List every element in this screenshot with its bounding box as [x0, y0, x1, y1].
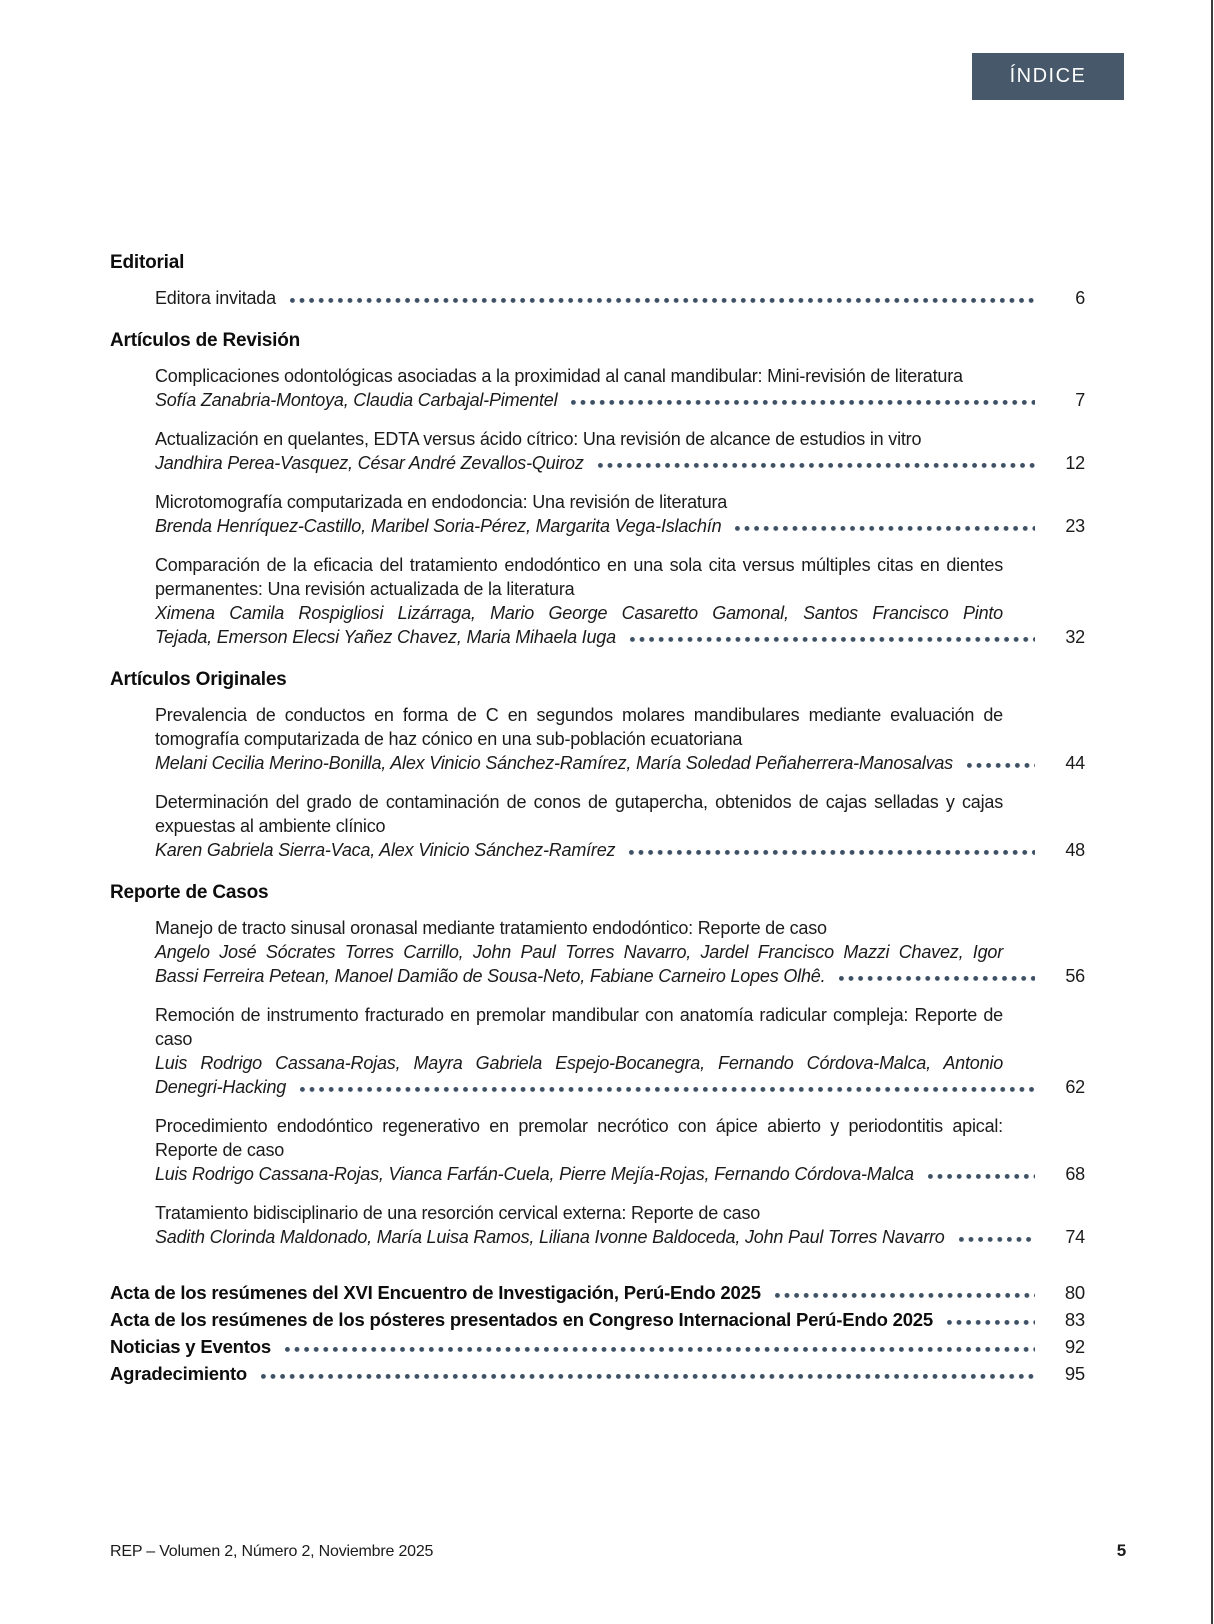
bottom-row-page: 95 — [1064, 1363, 1085, 1384]
entry-leader-text: Tejada, Emerson Elecsi Yañez Chavez, Maria Mihaela Iuga — [155, 627, 616, 647]
indice-badge — [972, 53, 1124, 100]
bottom-rows — [110, 1279, 1085, 1387]
entry-leader-row — [155, 1225, 1085, 1249]
toc-entry — [155, 1201, 1085, 1249]
entry-page-number: 56 — [1065, 966, 1085, 986]
dot-leader — [959, 1237, 1035, 1242]
dot-leader — [261, 1374, 1035, 1379]
toc-section — [110, 250, 1085, 310]
entry-authors-pre: Angelo José Sócrates Torres Carrillo, John Paul Torres Navarro, Jardel Francisco Mazzi Chavez, Igor — [155, 942, 1003, 962]
bottom-row-label: Agradecimiento — [110, 1363, 248, 1384]
bottom-row-page: 80 — [1064, 1282, 1085, 1303]
bottom-row — [110, 1333, 1085, 1360]
entry-page-number: 7 — [1075, 390, 1085, 410]
entry-title: Tratamiento bidisciplinario de una resorción cervical externa: Reporte de caso — [155, 1203, 761, 1223]
entry-title: Remoción de instrumento fracturado en premolar mandibular con anatomía radicular compleja: Reporte de caso — [155, 1005, 1003, 1049]
toc-entry — [155, 364, 1085, 412]
entry-title: Prevalencia de conductos en forma de C en segundos molares mandibulares mediante evaluación de tomografía computarizada de haz cónico en una sub-población ecuatoriana — [155, 705, 1003, 749]
entry-title: Determinación del grado de contaminación de conos de gutapercha, obtenidos de cajas selladas y cajas expuestas al ambiente clínico — [155, 792, 1003, 836]
bottom-row-page: 92 — [1064, 1336, 1085, 1357]
section-heading: Artículos Originales — [110, 669, 287, 690]
dot-leader — [928, 1174, 1035, 1179]
toc-entry — [155, 490, 1085, 538]
entry-title: Complicaciones odontológicas asociadas a la proximidad al canal mandibular: Mini-revisión de literatura — [155, 366, 963, 386]
entry-title: Manejo de tracto sinusal oronasal mediante tratamiento endodóntico: Reporte de caso — [155, 918, 827, 938]
entry-page-number: 23 — [1065, 516, 1085, 536]
entry-leader-row — [155, 964, 1085, 988]
toc-entry — [155, 286, 1085, 310]
toc-entry — [155, 553, 1085, 649]
section-heading: Artículos de Revisión — [110, 330, 301, 351]
dot-leader — [775, 1293, 1035, 1298]
section-heading: Editorial — [110, 252, 185, 273]
entry-leader-row — [155, 286, 1085, 310]
footer — [110, 1541, 1126, 1561]
entry-leader-row — [155, 451, 1085, 475]
entry-authors-pre: Luis Rodrigo Cassana-Rojas, Mayra Gabriela Espejo-Bocanegra, Fernando Córdova-Malca, Antonio — [155, 1053, 1003, 1073]
entry-page-number: 44 — [1065, 753, 1085, 773]
dot-leader — [300, 1087, 1035, 1092]
entry-leader-row — [155, 625, 1085, 649]
dot-leader — [967, 763, 1035, 768]
bottom-row-label: Acta de los resúmenes de los pósteres presentados en Congreso Internacional Perú-Endo 2025 — [110, 1309, 933, 1330]
dot-leader — [285, 1347, 1035, 1352]
entry-leader-text: Luis Rodrigo Cassana-Rojas, Vianca Farfán-Cuela, Pierre Mejía-Rojas, Fernando Córdova-Malca — [155, 1164, 914, 1184]
bottom-row — [110, 1279, 1085, 1306]
entry-leader-text: Denegri-Hacking — [155, 1077, 287, 1097]
indice-badge-label: ÍNDICE — [1009, 65, 1087, 87]
entry-leader-text: Jandhira Perea-Vasquez, César André Zevallos-Quiroz — [155, 453, 584, 473]
section-entries — [110, 916, 1085, 1249]
entry-leader-row — [155, 1162, 1085, 1186]
bottom-row-label: Noticias y Eventos — [110, 1336, 271, 1357]
entry-leader-text: Editora invitada — [155, 288, 276, 308]
entry-leader-text: Sofía Zanabria-Montoya, Claudia Carbajal-Pimentel — [155, 390, 558, 410]
entry-leader-text: Karen Gabriela Sierra-Vaca, Alex Vinicio Sánchez-Ramírez — [155, 840, 616, 860]
toc-entry — [155, 427, 1085, 475]
entry-leader-row — [155, 751, 1085, 775]
dot-leader — [290, 298, 1035, 303]
dot-leader — [629, 850, 1035, 855]
toc-entry — [155, 1003, 1085, 1099]
dot-leader — [598, 463, 1035, 468]
toc-section — [110, 880, 1085, 1249]
toc-section — [110, 667, 1085, 862]
entry-leader-text: Melani Cecilia Merino-Bonilla, Alex Vinicio Sánchez-Ramírez, María Soledad Peñaherrera-Manosalvas — [155, 753, 953, 773]
entry-page-number: 68 — [1065, 1164, 1085, 1184]
footer-edition-info: REP – Volumen 2, Número 2, Noviembre 2025 — [110, 1543, 434, 1560]
entry-leader-row — [155, 514, 1085, 538]
toc-entry — [155, 1114, 1085, 1186]
footer-page-number: 5 — [1116, 1541, 1126, 1560]
entry-title: Microtomografía computarizada en endodoncia: Una revisión de literatura — [155, 492, 728, 512]
entry-title: Actualización en quelantes, EDTA versus ácido cítrico: Una revisión de alcance de estudios in vitro — [155, 429, 922, 449]
entry-leader-text: Brenda Henríquez-Castillo, Maribel Soria-Pérez, Margarita Vega-Islachín — [155, 516, 722, 536]
entry-page-number: 6 — [1075, 288, 1085, 308]
dot-leader — [947, 1320, 1035, 1325]
entry-title: Procedimiento endodóntico regenerativo en premolar necrótico con ápice abierto y periodontitis apical: Reporte de caso — [155, 1116, 1003, 1160]
section-entries — [110, 364, 1085, 649]
bottom-row — [110, 1360, 1085, 1387]
dot-leader — [630, 637, 1035, 642]
entry-leader-row — [155, 838, 1085, 862]
entry-leader-row — [155, 1075, 1085, 1099]
bottom-row-label: Acta de los resúmenes del XVI Encuentro de Investigación, Perú-Endo 2025 — [110, 1282, 761, 1303]
entry-leader-row — [155, 388, 1085, 412]
toc-section — [110, 328, 1085, 649]
entry-authors-pre: Ximena Camila Rospigliosi Lizárraga, Mario George Casaretto Gamonal, Santos Francisco Pinto — [155, 603, 1003, 623]
entry-page-number: 12 — [1065, 453, 1085, 473]
dot-leader — [839, 976, 1035, 981]
section-entries — [110, 286, 1085, 310]
bottom-row-page: 83 — [1064, 1309, 1085, 1330]
toc-entry — [155, 916, 1085, 988]
section-entries — [110, 703, 1085, 862]
entry-title: Comparación de la eficacia del tratamiento endodóntico en una sola cita versus múltiples citas en dientes permanentes: Una revisión actualizada de la literatura — [155, 555, 1003, 599]
entry-page-number: 62 — [1065, 1077, 1085, 1097]
dot-leader — [735, 526, 1035, 531]
page-edge-line — [1211, 0, 1213, 1624]
bottom-row — [110, 1306, 1085, 1333]
toc — [110, 250, 1085, 1387]
entry-page-number: 74 — [1065, 1227, 1085, 1247]
dot-leader — [571, 400, 1035, 405]
entry-page-number: 48 — [1065, 840, 1085, 860]
entry-leader-text: Bassi Ferreira Petean, Manoel Damião de Sousa-Neto, Fabiane Carneiro Lopes Olhê. — [155, 966, 826, 986]
toc-entry — [155, 703, 1085, 775]
entry-page-number: 32 — [1065, 627, 1085, 647]
section-heading: Reporte de Casos — [110, 882, 269, 903]
entry-leader-text: Sadith Clorinda Maldonado, María Luisa Ramos, Liliana Ivonne Baldoceda, John Paul Torres Navarro — [155, 1227, 945, 1247]
toc-entry — [155, 790, 1085, 862]
